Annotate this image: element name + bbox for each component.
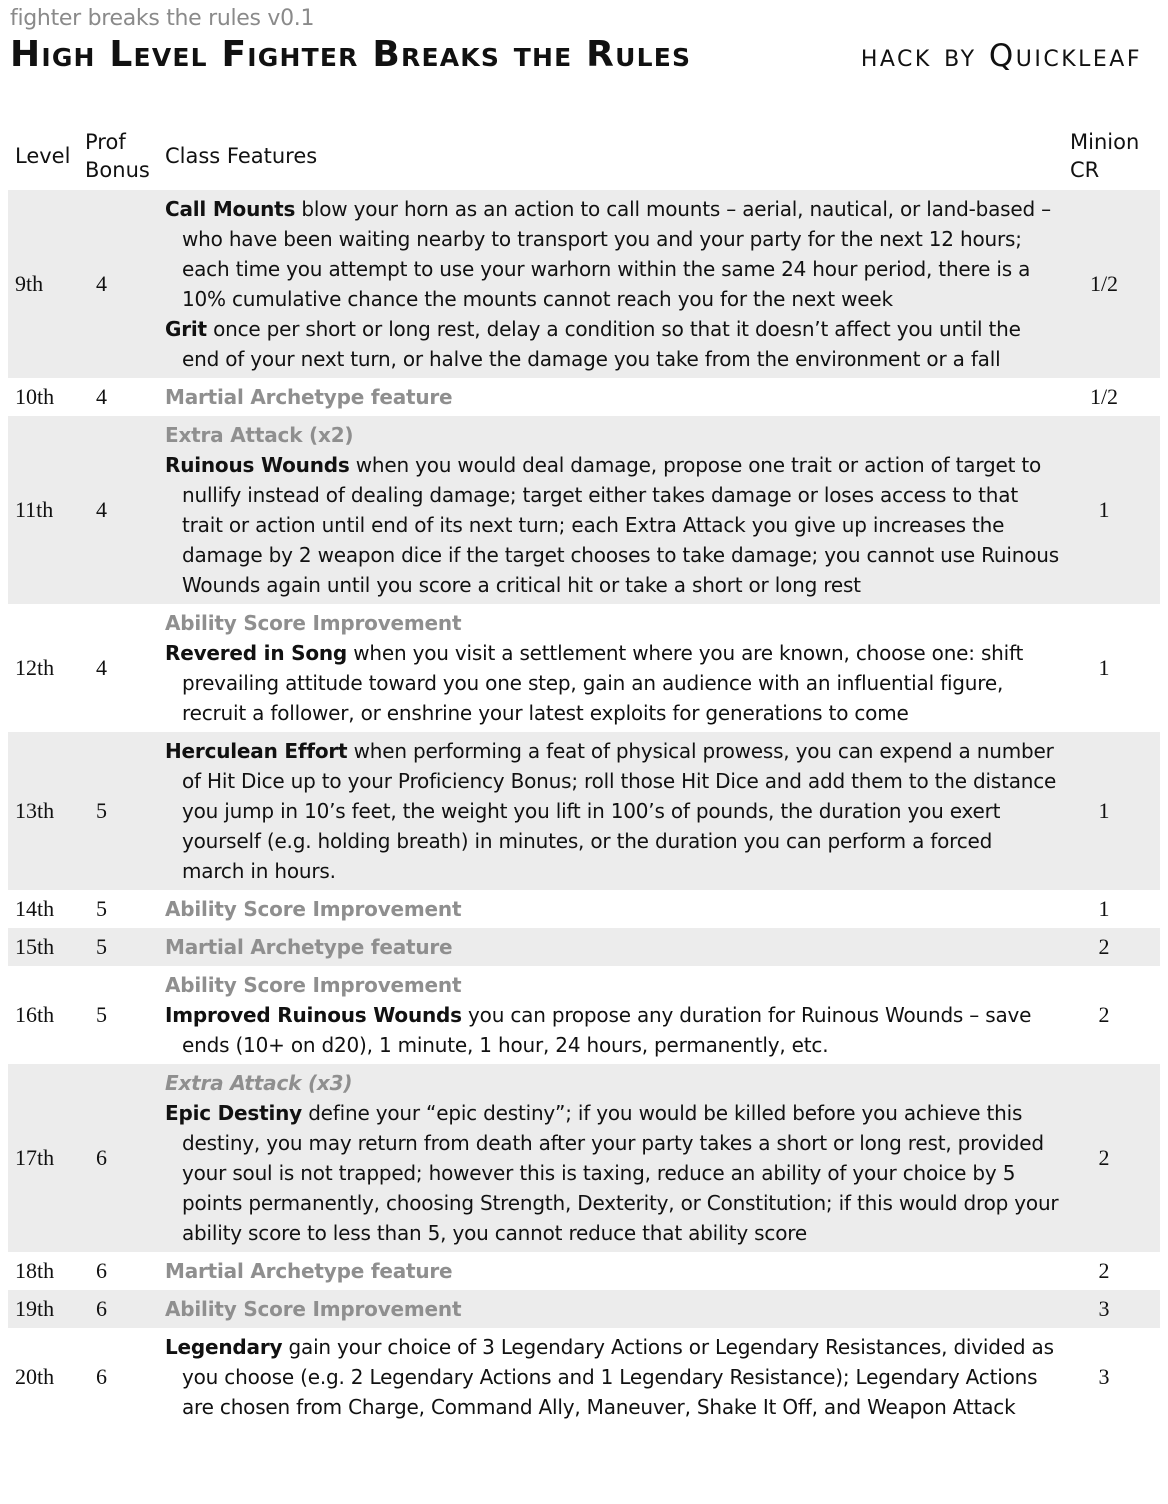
level-cell: 14th	[15, 896, 55, 921]
prof-bonus-cell: 4	[78, 416, 158, 604]
header-level: Level	[15, 144, 71, 168]
header-cr-line1: Minion	[1070, 130, 1140, 154]
table-row	[8, 1252, 1160, 1290]
table-row	[8, 732, 1160, 890]
feature-entry	[165, 1098, 1060, 1248]
feature-description: gain your choice of 3 Legendary Actions or Legendary Resistances, divided as you choose (e.g. 2 Legendary Actions and 1 Legendary Resistance); Legendary Actions are chosen from Charge, Command Ally, Maneuver, Shake It Off, and Weapon Attack	[182, 1335, 1054, 1419]
minion-cr-cell: 1	[1098, 655, 1110, 680]
table-row	[8, 1064, 1160, 1252]
prof-bonus-cell: 4	[96, 655, 107, 680]
feature-entry	[165, 194, 1060, 314]
inherited-feature-note: Martial Archetype feature	[165, 935, 453, 959]
minion-cr-cell: 2	[1070, 928, 1160, 966]
table-row	[8, 378, 1160, 416]
header-cr-line2: CR	[1070, 158, 1100, 182]
class-features-cell	[158, 966, 1070, 1064]
inherited-feature-note: Extra Attack (x2)	[165, 423, 354, 447]
feature-description: once per short or long rest, delay a condition so that it doesn’t affect you until the end of your next turn, or halve the damage you take from the environment or a fall	[182, 317, 1021, 371]
level-cell: 20th	[15, 1364, 55, 1389]
class-features-cell	[158, 1290, 1070, 1328]
version-label: fighter breaks the rules v0.1	[10, 6, 315, 31]
table-row	[8, 416, 1160, 604]
class-features-cell	[158, 890, 1070, 928]
minion-cr-cell: 3	[1098, 1364, 1110, 1389]
feature-description: you can propose any duration for Ruinous Wounds – save ends (10+ on d20), 1 minute, 1 hour, 24 hours, permanently, etc.	[182, 1003, 1032, 1057]
prof-bonus-cell: 6	[78, 1064, 158, 1252]
level-cell: 10th	[15, 384, 55, 409]
prof-bonus-cell: 5	[78, 928, 158, 966]
prof-bonus-cell: 5	[78, 732, 158, 890]
header-minion-cr	[1070, 124, 1160, 190]
feature-entry	[165, 1000, 1060, 1060]
inherited-feature-note: Ability Score Improvement	[165, 897, 462, 921]
class-features-cell	[158, 928, 1070, 966]
prof-bonus-cell: 5	[96, 896, 107, 921]
feature-description: when you visit a settlement where you are known, choose one: shift prevailing attitude toward you one step, gain an audience with an influential figure, recruit a follower, or enshrine your latest exploits for generations to come	[182, 641, 1024, 725]
minion-cr-cell: 1	[1070, 416, 1160, 604]
table-row	[8, 928, 1160, 966]
class-features-cell	[158, 190, 1070, 378]
feature-name: Ruinous Wounds	[165, 453, 350, 477]
level-cell: 15th	[8, 928, 78, 966]
class-features-cell	[158, 1252, 1070, 1290]
inherited-feature-note: Martial Archetype feature	[165, 1259, 453, 1283]
table-row	[8, 966, 1160, 1064]
minion-cr-cell: 3	[1070, 1290, 1160, 1328]
table-row	[8, 1290, 1160, 1328]
prof-bonus-cell: 6	[96, 1364, 107, 1389]
prof-bonus-cell: 4	[78, 190, 158, 378]
prof-bonus-cell: 4	[96, 384, 107, 409]
minion-cr-cell: 1/2	[1089, 384, 1119, 409]
level-cell: 18th	[15, 1258, 55, 1283]
class-features-cell	[158, 1064, 1070, 1252]
feature-entry	[165, 314, 1060, 374]
class-features-cell	[158, 416, 1070, 604]
feature-name: Call Mounts	[165, 197, 296, 221]
inherited-feature-note: Ability Score Improvement	[165, 611, 462, 635]
feature-description: when performing a feat of physical prowess, you can expend a number of Hit Dice up to your Proficiency Bonus; roll those Hit Dice and add them to the distance you jump in 10’s feet, the weight you lift in 100’s of pounds, the duration you exert yourself (e.g. holding breath) in minutes, or the duration you can perform a forced march in hours.	[182, 739, 1057, 883]
minion-cr-cell: 2	[1098, 1002, 1110, 1027]
feature-entry	[165, 736, 1060, 886]
feature-name: Legendary	[165, 1335, 283, 1359]
table-row	[8, 604, 1160, 732]
table-row	[8, 190, 1160, 378]
header-prof-bonus	[78, 124, 158, 190]
minion-cr-cell: 2	[1098, 1258, 1110, 1283]
feature-name: Epic Destiny	[165, 1101, 303, 1125]
inherited-feature-note: Extra Attack (x3)	[165, 1071, 353, 1095]
feature-name: Grit	[165, 317, 207, 341]
header-class-features: Class Features	[165, 144, 318, 168]
level-cell: 19th	[8, 1290, 78, 1328]
feature-name: Revered in Song	[165, 641, 348, 665]
level-cell: 12th	[15, 655, 55, 680]
class-features-cell	[158, 732, 1070, 890]
feature-description: define your “epic destiny”; if you would be killed before you achieve this destiny, you may return from death after your party takes a short or long rest, provided your soul is not trapped; however this is taxing, reduce an ability of your choice by 5 points permanently, choosing Strength, Dexterity, or Constitution; if this would drop your ability score to less than 5, you cannot reduce that ability score	[182, 1101, 1059, 1245]
minion-cr-cell: 2	[1070, 1064, 1160, 1252]
prof-bonus-cell: 6	[78, 1290, 158, 1328]
level-cell: 16th	[15, 1002, 55, 1027]
inherited-feature-note: Ability Score Improvement	[165, 1297, 462, 1321]
feature-name: Herculean Effort	[165, 739, 348, 763]
minion-cr-cell: 1/2	[1070, 190, 1160, 378]
table-header-row	[8, 124, 1160, 190]
class-features-cell	[158, 604, 1070, 732]
feature-name: Improved Ruinous Wounds	[165, 1003, 462, 1027]
level-cell: 13th	[8, 732, 78, 890]
table-row	[8, 890, 1160, 928]
document-header	[10, 34, 1142, 75]
prof-bonus-cell: 6	[96, 1258, 107, 1283]
feature-entry	[165, 638, 1060, 728]
inherited-feature-note: Martial Archetype feature	[165, 385, 453, 409]
level-cell: 17th	[8, 1064, 78, 1252]
table-row	[8, 1328, 1160, 1426]
header-prof-line2: Bonus	[85, 158, 150, 182]
level-cell: 9th	[8, 190, 78, 378]
level-cell: 11th	[8, 416, 78, 604]
minion-cr-cell: 1	[1070, 732, 1160, 890]
class-features-cell	[158, 1328, 1070, 1426]
prof-bonus-cell: 5	[96, 1002, 107, 1027]
feature-entry	[165, 450, 1060, 600]
class-features-table	[8, 124, 1160, 1426]
inherited-feature-note: Ability Score Improvement	[165, 973, 462, 997]
feature-description: blow your horn as an action to call mounts – aerial, nautical, or land-based – who have been waiting nearby to transport you and your party for the next 12 hours; each time you attempt to use your warhorn within the same 24 hour period, there is a 10% cumulative chance the mounts cannot reach you for the next week	[182, 197, 1051, 311]
feature-description: when you would deal damage, propose one trait or action of target to nullify instead of dealing damage; target either takes damage or loses access to that trait or action until end of its next turn; each Extra Attack you give up increases the damage by 2 weapon dice if the target chooses to take damage; you cannot use Ruinous Wounds again until you score a critical hit or take a short or long rest	[182, 453, 1059, 597]
header-prof-line1: Prof	[85, 130, 126, 154]
class-features-cell	[158, 378, 1070, 416]
author-credit: hack by Quickleaf	[860, 38, 1142, 74]
minion-cr-cell: 1	[1098, 896, 1110, 921]
table-body	[8, 190, 1160, 1426]
feature-entry	[165, 1332, 1060, 1422]
document-title: High Level Fighter Breaks the Rules	[10, 34, 692, 75]
